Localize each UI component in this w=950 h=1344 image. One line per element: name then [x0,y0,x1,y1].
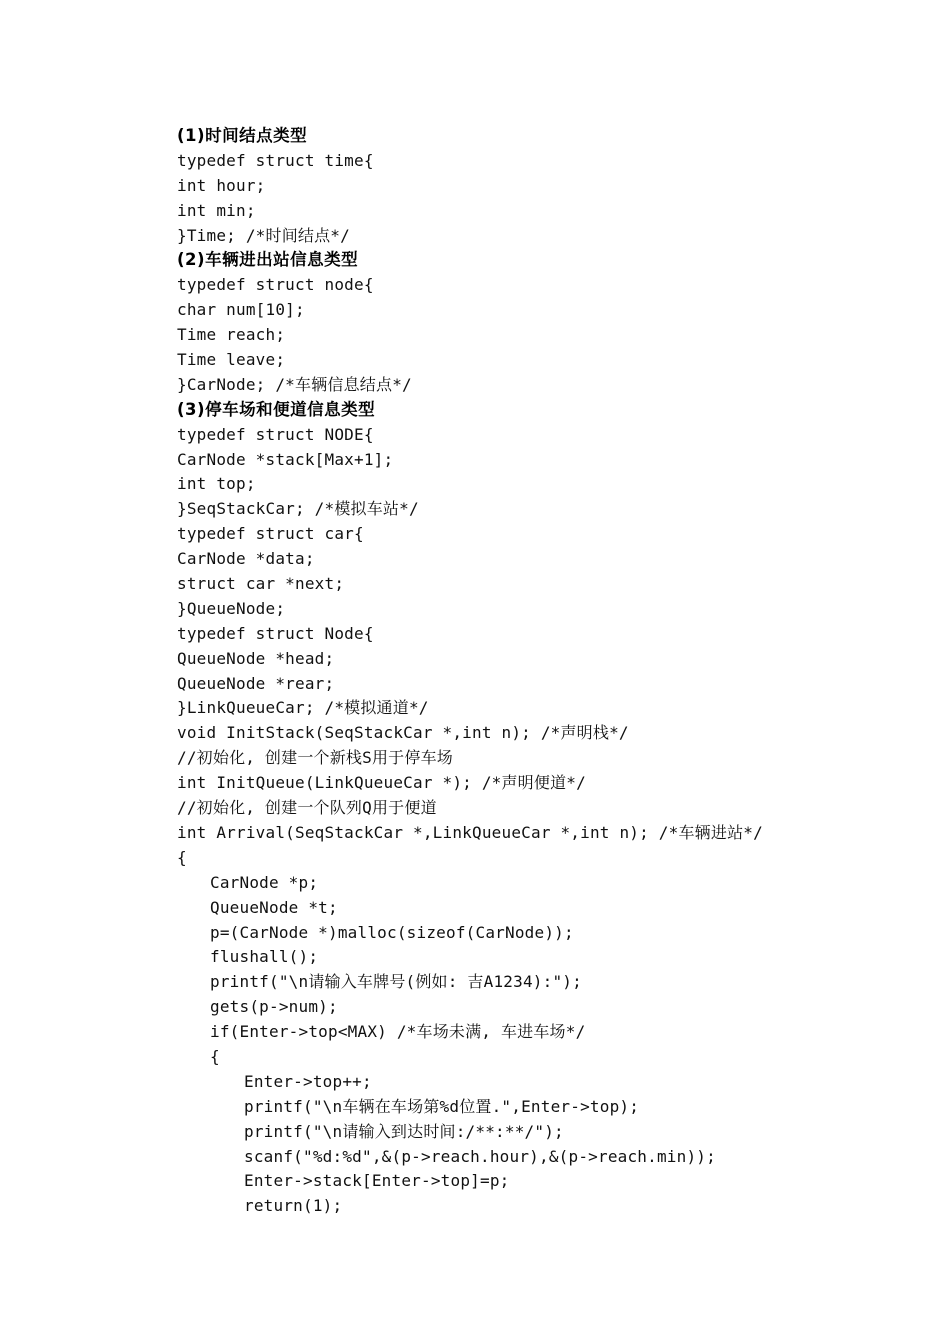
section-heading: (1)时间结点类型 [177,126,308,145]
code-line: scanf("%d:%d",&(p->reach.hour),&(p->reach.min)); [244,1146,716,1166]
code-listing [177,124,877,1219]
code-line: struct car *next; [177,574,345,594]
code-line: CarNode *stack[Max+1]; [177,449,394,469]
code-comment-line: //初始化, 创建一个新栈S用于停车场 [177,748,453,768]
code-line: typedef struct NODE{ [177,424,374,444]
code-line: { [177,847,187,867]
code-line: Enter->stack[Enter->top]=p; [244,1171,510,1191]
code-line: return(1); [244,1196,343,1216]
code-line: }SeqStackCar; /*模拟车站*/ [177,499,419,519]
code-line: char num[10]; [177,300,305,320]
code-line: QueueNode *head; [177,648,335,668]
code-line: typedef struct time{ [177,150,374,170]
code-line: gets(p->num); [210,997,338,1017]
code-line: }Time; /*时间结点*/ [177,225,350,245]
code-line: flushall(); [210,947,319,967]
code-line: int min; [177,200,256,220]
code-line: void InitStack(SeqStackCar *,int n); /*声明栈*/ [177,723,629,743]
code-line: CarNode *p; [210,872,319,892]
code-line: printf("\n请输入车牌号(例如: 吉A1234):"); [210,972,582,992]
code-line: Time reach; [177,325,286,345]
code-line: { [210,1046,220,1066]
code-line: }LinkQueueCar; /*模拟通道*/ [177,698,429,718]
code-line: QueueNode *t; [210,897,338,917]
code-line: int InitQueue(LinkQueueCar *); /*声明便道*/ [177,773,586,793]
section-heading: (2)车辆进出站信息类型 [177,250,359,270]
code-line: }QueueNode; [177,598,286,618]
code-line: printf("\n请输入到达时间:/**:**/"); [244,1121,564,1141]
code-line: int top; [177,474,256,494]
code-line: typedef struct node{ [177,275,374,295]
code-comment-line: //初始化, 创建一个队列Q用于便道 [177,798,437,818]
code-line: p=(CarNode *)malloc(sizeof(CarNode)); [210,922,574,942]
code-line: }CarNode; /*车辆信息结点*/ [177,374,412,394]
code-line: typedef struct car{ [177,524,364,544]
code-line: if(Enter->top<MAX) /*车场未满, 车进车场*/ [210,1022,586,1042]
code-line: Time leave; [177,350,286,370]
code-line: Enter->top++; [244,1071,372,1091]
section-heading: (3)停车场和便道信息类型 [177,399,376,419]
code-line: CarNode *data; [177,549,315,569]
code-line: int Arrival(SeqStackCar *,LinkQueueCar *,int n); /*车辆进站*/ [177,822,763,842]
code-line: typedef struct Node{ [177,623,374,643]
code-line: QueueNode *rear; [177,673,335,693]
code-line: printf("\n车辆在车场第%d位置.",Enter->top); [244,1096,640,1116]
code-line: int hour; [177,175,266,195]
